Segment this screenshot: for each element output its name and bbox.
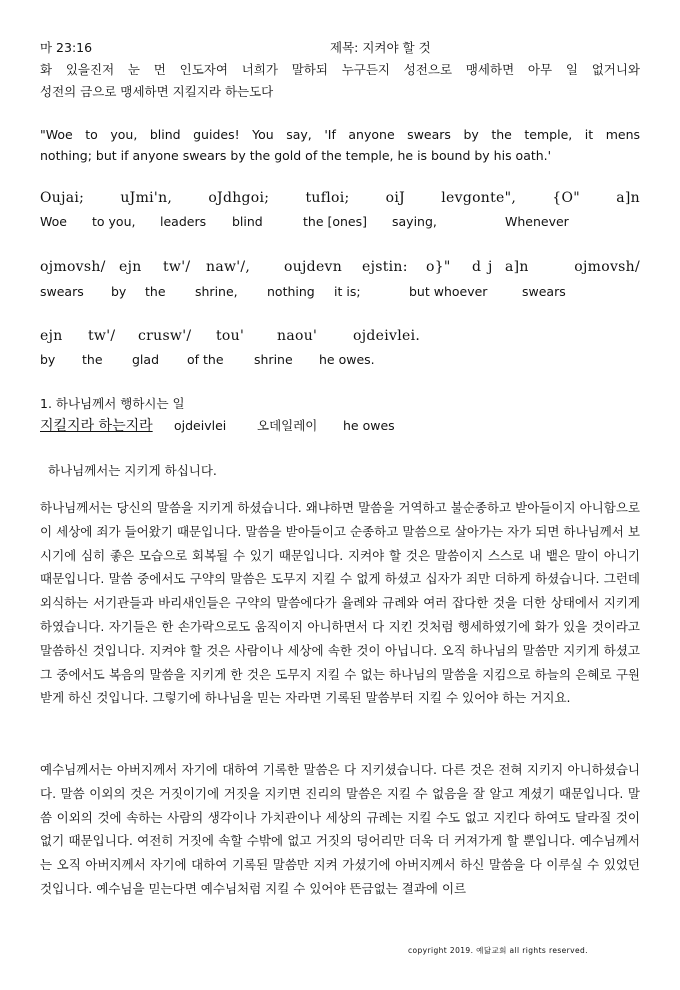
- greek-word: ejstin:: [362, 259, 408, 275]
- gloss-word: Whenever: [505, 214, 569, 229]
- greek-word: Oujai;: [40, 190, 85, 206]
- greek-word: ejn: [40, 328, 63, 344]
- korean-verse-line-1: 화 있을진저 눈 먼 인도자여 너희가 말하되 누구든지 성전으로 맹세하면 아무 일 없거니와: [40, 62, 640, 77]
- gloss-word: shrine: [254, 352, 293, 367]
- greek-word: d: [472, 259, 482, 275]
- greek-word: a]n: [616, 190, 640, 206]
- gloss-word: blind: [232, 214, 263, 229]
- gloss-word: glad: [132, 352, 160, 367]
- body-paragraph-2: 예수님께서는 아버지께서 자기에 대하여 기록한 말씀은 다 지키셨습니다. 다른 것은 전혀 지키지 아니하셨습니다. 말씀 이외의 것은 거짓이기에 거짓을 지키면 진리의 말씀은 지킬 수 없음을 잘 알고 계셨기 때문입니다. 말씀 이외의 것에 속하는 사람의 생각이나 가치관이나 세상의 규례는 지킬 수도 없고 지킨다 하여도 달라질 것이 없기 때문입니다. 여전히 거짓에 속할 수밖에 없고 거짓의 덩어리만 더욱 더 커져가게 할 뿐입니다. 예수님께서는 오직 아버지께서 자기에 대하여 기록된 말씀만 지켜 가셨기에 아버지께서 하신 말씀을 다 이루실 수 있었던 것입니다. 예수님을 믿는다면 예수님처럼 지킬 수 있어야 뜬금없는 결과에 이르: [40, 762, 640, 896]
- english-verse-line-1: "Woe to you, blind guides! You say, 'If anyone swears by the temple, it mens: [40, 127, 640, 142]
- summary-sentence: 하나님께서는 지키게 하십니다.: [48, 463, 217, 478]
- gloss-word: nothing: [267, 284, 315, 299]
- gloss-word: the: [145, 284, 166, 299]
- greek-word: j: [488, 259, 493, 275]
- gloss-word: swears: [40, 284, 84, 299]
- gloss-word: to you,: [92, 214, 136, 229]
- greek-word: oJdhgoi;: [208, 190, 270, 206]
- greek-word: o}": [426, 259, 451, 275]
- scripture-reference: 마 23:16: [40, 40, 93, 55]
- greek-word: {O": [552, 190, 581, 206]
- greek-word: ojmovsh/: [574, 259, 640, 275]
- keyword-english: he owes: [343, 418, 395, 433]
- gloss-word: swears: [522, 284, 566, 299]
- sermon-title: 제목: 지켜야 할 것: [330, 40, 431, 55]
- interlinear-greek-row-1: [40, 190, 640, 206]
- gloss-word: by: [40, 352, 56, 367]
- gloss-word: leaders: [160, 214, 207, 229]
- greek-word: tw'/: [88, 328, 116, 344]
- gloss-word: he owes.: [319, 352, 375, 367]
- english-verse-line-2: nothing; but if anyone swears by the gold of the temple, he is bound by his oath.': [40, 148, 552, 163]
- keyword-transliteration: 오데일레이: [257, 418, 318, 433]
- greek-word: a]n: [505, 259, 529, 275]
- gloss-word: saying,: [392, 214, 437, 229]
- greek-word: naw'/,: [206, 259, 251, 275]
- greek-word: tw'/: [163, 259, 191, 275]
- greek-word: uJmi'n,: [120, 190, 173, 206]
- greek-word: tou': [216, 328, 245, 344]
- gloss-word: the: [82, 352, 103, 367]
- greek-word: ojmovsh/: [40, 259, 106, 275]
- keyword-korean: 지킬지라 하는지라: [40, 418, 153, 434]
- copyright-footer: copyright 2019. 예닮교회 all rights reserved.: [408, 946, 588, 955]
- gloss-word: it is;: [334, 284, 361, 299]
- greek-word: oiJ: [385, 190, 406, 206]
- greek-word: tufloi;: [305, 190, 350, 206]
- greek-word: ojdeivlei.: [353, 328, 421, 344]
- greek-word: levgonte",: [441, 190, 517, 206]
- gloss-word: of the: [187, 352, 224, 367]
- gloss-word: the [ones]: [303, 214, 368, 229]
- greek-word: crusw'/: [138, 328, 192, 344]
- gloss-word: Woe: [40, 214, 67, 229]
- greek-word: oujdevn: [284, 259, 343, 275]
- section-heading: 1. 하나님께서 행하시는 일: [40, 396, 185, 411]
- korean-verse-line-2: 성전의 금으로 맹세하면 지킬지라 하는도다: [40, 84, 274, 99]
- greek-word: ejn: [119, 259, 142, 275]
- gloss-word: shrine,: [195, 284, 238, 299]
- gloss-word: but whoever: [409, 284, 488, 299]
- body-paragraph-1: 하나님께서는 당신의 말씀을 지키게 하셨습니다. 왜냐하면 말씀을 거역하고 불순종하고 받아들이지 아니함으로 이 세상에 죄가 들어왔기 때문입니다. 말씀을 받아들이고 순종하고 말씀으로 살아가는 자가 되면 하나님께서 보시기에 심히 좋은 모습으로 회복될 수 있기 때문입니다. 지켜야 할 것은 말씀이지 스스로 내 뱉은 말이 아니기 때문입니다. 말씀 중에서도 구약의 말씀은 도무지 지킬 수 없게 하셨고 십자가 죄만 더하게 하셨습니다. 그런데 외식하는 서기관들과 바리새인들은 구약의 말씀에다가 율례와 규례와 여러 잡다한 것을 더한 상태에서 지키게 하였습니다. 자기들은 한 손가락으로도 움직이지 아니하면서 다 지킨 것처럼 행세하였기에 화가 있을 것이라고 말씀하신 것입니다. 지켜야 할 것은 사람이나 세상에 속한 것이 아닙니다. 오직 하나님의 말씀만 지키게 하셨고 그 중에서도 복음의 말씀을 지키게 한 것은 도무지 지킬 수 없는 하나님의 말씀을 지킴으로 하늘의 은혜로 구원 받게 하신 것입니다. 그렇기에 하나님을 믿는 자라면 기록된 말씀부터 지킬 수 있어야 하는 거지요.: [40, 500, 640, 706]
- greek-word: naou': [277, 328, 318, 344]
- keyword-greek: ojdeivlei: [174, 418, 227, 433]
- gloss-word: by: [111, 284, 127, 299]
